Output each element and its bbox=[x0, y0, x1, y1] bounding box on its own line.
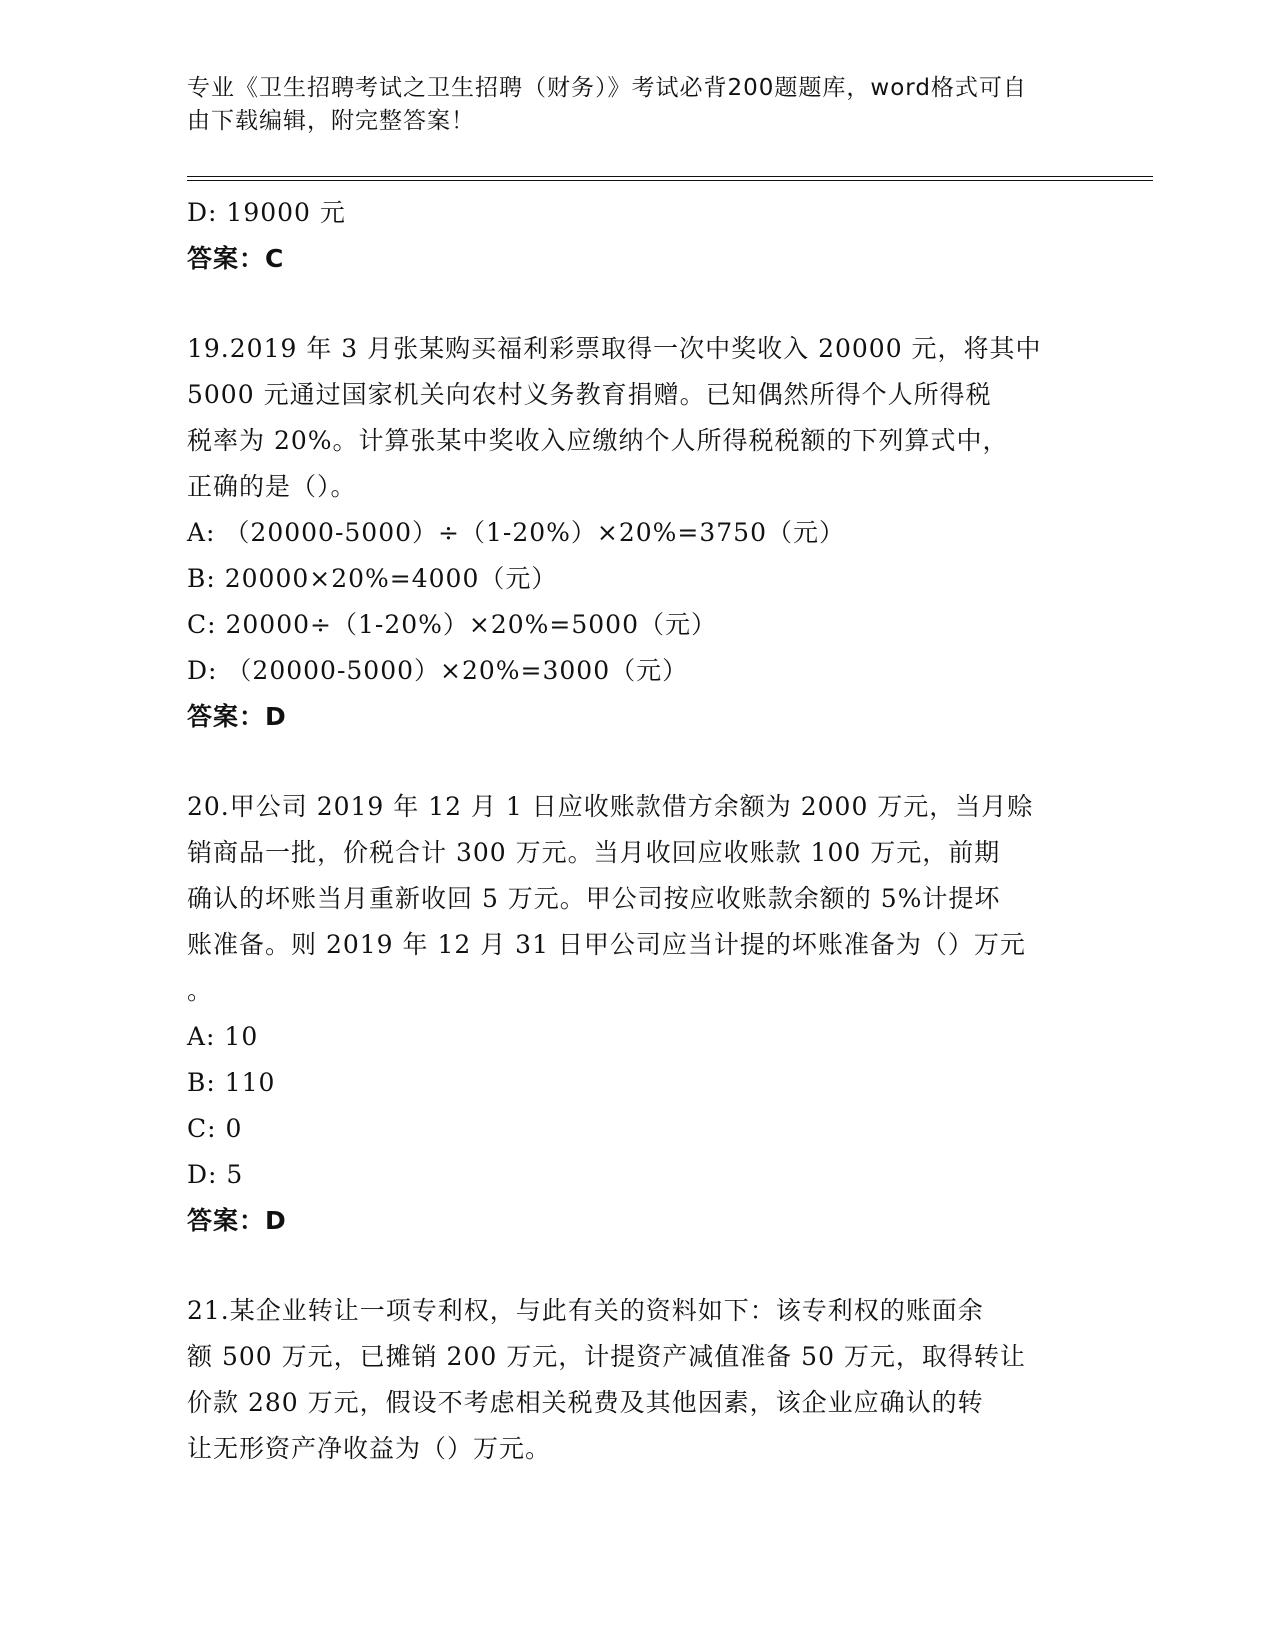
question-20-answer: 答案：D bbox=[187, 1206, 287, 1235]
document-body bbox=[187, 190, 1087, 1472]
question-19-line-4: 正确的是（）。 bbox=[187, 472, 357, 501]
question-20 bbox=[187, 784, 1087, 1244]
question-20-option-a: A: 10 bbox=[187, 1022, 259, 1051]
question-21 bbox=[187, 1288, 1087, 1472]
header-line-2: 由下载编辑，附完整答案！ bbox=[187, 108, 475, 134]
question-20-line-2: 销商品一批，价税合计 300 万元。当月收回应收账款 100 万元，前期 bbox=[187, 838, 1001, 867]
question-19-option-d: D: （20000-5000）×20%=3000（元） bbox=[187, 656, 689, 685]
question-21-line-2: 额 500 万元，已摊销 200 万元，计提资产减值准备 50 万元，取得转让 bbox=[187, 1342, 1026, 1371]
question-20-option-b: B: 110 bbox=[187, 1068, 276, 1097]
question-19-line-3: 税率为 20%。计算张某中奖收入应缴纳个人所得税税额的下列算式中， bbox=[187, 426, 1009, 455]
question-19-option-c: C: 20000÷（1-20%）×20%=5000（元） bbox=[187, 610, 717, 639]
spacer bbox=[187, 282, 1087, 326]
question-20-line-1: 20.甲公司 2019 年 12 月 1 日应收账款借方余额为 2000 万元，当月赊 bbox=[187, 792, 1034, 821]
question-19-line-1: 19.2019 年 3 月张某购买福利彩票取得一次中奖收入 20000 元，将其中 bbox=[187, 334, 1042, 363]
question-20-option-c: C: 0 bbox=[187, 1114, 243, 1143]
question-21-line-3: 价款 280 万元，假设不考虑相关税费及其他因素，该企业应确认的转 bbox=[187, 1388, 984, 1417]
question-19-option-b: B: 20000×20%=4000（元） bbox=[187, 564, 558, 593]
question-21-line-4: 让无形资产净收益为（）万元。 bbox=[187, 1434, 552, 1463]
header-divider-top bbox=[187, 176, 1153, 177]
question-20-line-5: 。 bbox=[187, 976, 214, 1005]
header-divider-bottom bbox=[187, 180, 1153, 181]
prev-option-d: D: 19000 元 bbox=[187, 198, 346, 227]
header-line-1: 专业《卫生招聘考试之卫生招聘（财务）》考试必背200题题库，word格式可自 bbox=[187, 75, 1027, 101]
question-19-option-a: A: （20000-5000）÷（1-20%）×20%=3750（元） bbox=[187, 518, 845, 547]
question-20-option-d: D: 5 bbox=[187, 1160, 244, 1189]
document-header bbox=[187, 72, 1067, 138]
prev-answer: 答案：C bbox=[187, 244, 285, 273]
question-20-line-4: 账准备。则 2019 年 12 月 31 日甲公司应当计提的坏账准备为（）万元 bbox=[187, 930, 1026, 959]
question-19 bbox=[187, 326, 1087, 740]
question-19-line-2: 5000 元通过国家机关向农村义务教育捐赠。已知偶然所得个人所得税 bbox=[187, 380, 992, 409]
spacer bbox=[187, 1244, 1087, 1288]
spacer bbox=[187, 740, 1087, 784]
question-21-line-1: 21.某企业转让一项专利权，与此有关的资料如下：该专利权的账面余 bbox=[187, 1296, 984, 1325]
question-20-line-3: 确认的坏账当月重新收回 5 万元。甲公司按应收账款余额的 5%计提坏 bbox=[187, 884, 1001, 913]
question-19-answer: 答案：D bbox=[187, 702, 287, 731]
